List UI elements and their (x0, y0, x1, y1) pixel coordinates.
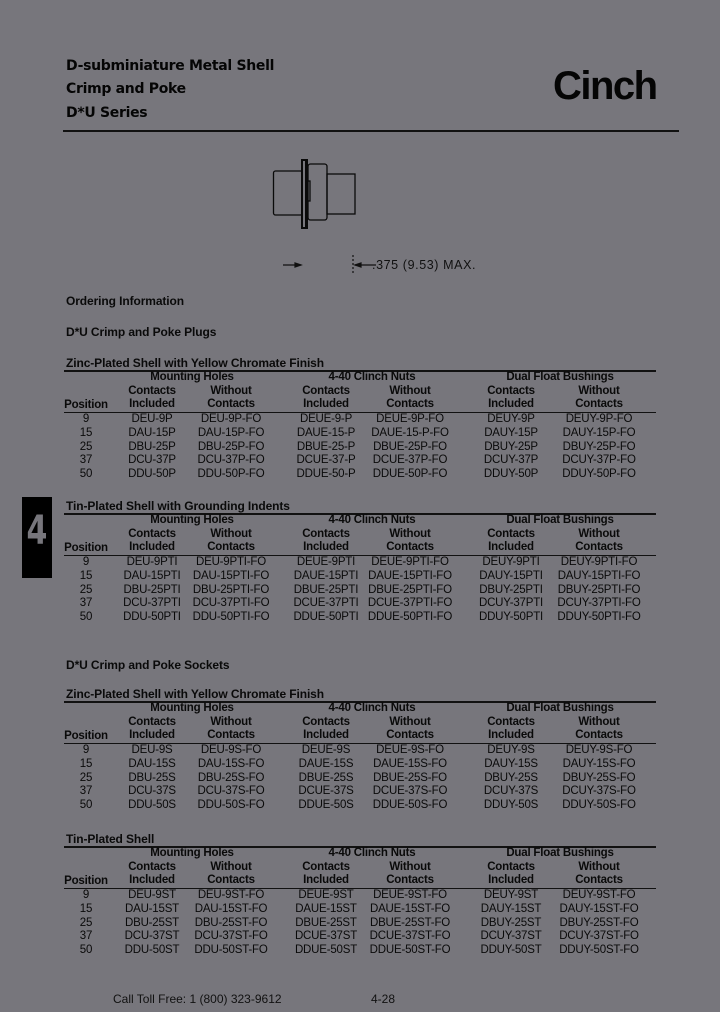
position-cell: 25 (79, 440, 93, 453)
position-cell: 9 (82, 744, 90, 756)
brand-logo: Cinch (553, 64, 657, 108)
position-cell: 15 (79, 569, 93, 582)
position-header: Position (64, 875, 108, 887)
part-number-cell: DDU-50ST-FO (194, 944, 268, 957)
part-number-cell: DAUY-15P (484, 426, 538, 439)
part-number-cell: DDU-50S (128, 799, 176, 812)
column-header-line1: Contacts (487, 385, 535, 397)
part-number-cell: DBU-25ST (125, 916, 179, 929)
part-number-cell: DEUY-9PTI (482, 556, 540, 568)
part-number-cell: DEUY-9P (487, 413, 535, 425)
column-header-line1: Contacts (128, 861, 176, 873)
position-cell: 50 (79, 611, 93, 624)
group-header: Dual Float Bushings (506, 371, 614, 383)
part-number-cell: DDUY-50S-FO (562, 799, 636, 812)
part-number-cell: DBUY-25PTI (479, 583, 543, 596)
column-header-line2: Contacts (575, 729, 623, 741)
part-number-cell: DAUY-15PTI-FO (557, 569, 641, 582)
part-number-cell: DBUY-25S (484, 771, 538, 784)
column-header-line1: Contacts (487, 528, 535, 540)
footer-phone: Call Toll Free: 1 (800) 323-9612 (113, 992, 282, 1006)
position-cell: 25 (79, 916, 93, 929)
part-number-cell: DAUY-15ST (480, 902, 542, 915)
part-number-cell: DDUY-50ST-FO (559, 944, 639, 957)
column-header-line1: Contacts (302, 528, 350, 540)
part-number-cell: DEUE-9-P (299, 413, 353, 425)
footer-page-number: 4-28 (371, 992, 396, 1006)
section-sockets-heading: D*U Crimp and Poke Sockets (66, 658, 230, 672)
group-header: 4-40 Clinch Nuts (328, 847, 416, 859)
column-header-line1: Without (389, 385, 431, 397)
part-number-cell: DBUE-25P-FO (373, 440, 447, 453)
part-number-cell: DCU-37ST-FO (194, 930, 268, 943)
group-header: 4-40 Clinch Nuts (328, 371, 416, 383)
position-cell: 9 (82, 889, 90, 901)
part-number-cell: DDUY-50P (483, 468, 539, 481)
part-number-cell: DBUY-25PTI-FO (557, 583, 641, 596)
column-header-line2: Included (129, 541, 175, 553)
part-number-cell: DCU-37ST (124, 930, 180, 943)
column-header-line2: Contacts (386, 874, 434, 886)
position-header: Position (64, 399, 108, 411)
column-header-line1: Contacts (487, 861, 535, 873)
part-number-cell: DCU-37P (128, 454, 176, 467)
part-number-cell: DAUY-15PTI (479, 569, 543, 582)
position-cell: 25 (79, 771, 93, 784)
part-number-cell: DDUY-50PTI (478, 611, 544, 624)
part-number-cell: DAUY-15S-FO (562, 757, 636, 770)
part-number-cell: DDUE-50PTI-FO (367, 611, 453, 624)
position-cell: 37 (79, 785, 93, 798)
part-number-cell: DAUE-15-P (296, 426, 356, 439)
ordering-table (64, 356, 656, 486)
chapter-number: 4 (26, 508, 48, 554)
table-title: Tin-Plated Shell with Grounding Indents (66, 499, 290, 513)
column-header-line2: Included (129, 874, 175, 886)
group-header: Mounting Holes (150, 847, 234, 859)
part-number-cell: DEU-9ST (128, 889, 176, 901)
part-number-cell: DCUY-37S-FO (562, 785, 636, 798)
part-number-cell: DBUE-25PTI (293, 583, 359, 596)
part-number-cell: DAUE-15-P-FO (371, 426, 449, 439)
column-header-line1: Without (578, 528, 620, 540)
part-number-cell: DAU-15ST (125, 902, 179, 915)
part-number-cell: DAU-15PTI (123, 569, 181, 582)
column-header-line1: Without (210, 528, 252, 540)
group-header: 4-40 Clinch Nuts (328, 702, 416, 714)
position-cell: 15 (79, 902, 93, 915)
part-number-cell: DCU-37P-FO (197, 454, 265, 467)
section-plugs-heading: D*U Crimp and Poke Plugs (66, 325, 217, 339)
part-number-cell: DDU-50S-FO (197, 799, 265, 812)
part-number-cell: DDUE-50ST-FO (369, 944, 451, 957)
part-number-cell: DDUY-50ST (480, 944, 542, 957)
part-number-cell: DAUE-15PTI (293, 569, 359, 582)
part-number-cell: DCUY-37ST (480, 930, 542, 943)
column-header-line2: Included (303, 874, 349, 886)
part-number-cell: DCUE-37PTI-FO (367, 597, 453, 610)
part-number-cell: DBUY-25P (484, 440, 538, 453)
part-number-cell: DDU-50P (128, 468, 176, 481)
part-number-cell: DDU-50ST (124, 944, 180, 957)
group-header: Dual Float Bushings (506, 514, 614, 526)
part-number-cell: DCUE-37S-FO (372, 785, 448, 798)
connector-drawing (265, 155, 365, 235)
part-number-cell: DAU-15PTI-FO (192, 569, 270, 582)
part-number-cell: DAU-15S-FO (197, 757, 265, 770)
column-header-line1: Contacts (128, 385, 176, 397)
part-number-cell: DCUY-37ST-FO (559, 930, 639, 943)
column-header-line2: Contacts (575, 874, 623, 886)
group-header: Mounting Holes (150, 371, 234, 383)
position-cell: 9 (82, 413, 90, 425)
part-number-cell: DEUY-9ST-FO (562, 889, 636, 901)
part-number-cell: DEU-9PTI (126, 556, 178, 568)
part-number-cell: DEU-9ST-FO (197, 889, 265, 901)
position-cell: 50 (79, 799, 93, 812)
chapter-tab (22, 497, 52, 578)
part-number-cell: DDUY-50PTI-FO (557, 611, 641, 624)
column-header-line1: Without (389, 528, 431, 540)
part-number-cell: DCUY-37P-FO (562, 454, 636, 467)
part-number-cell: DBU-25PTI (123, 583, 181, 596)
part-number-cell: DCUE-37P-FO (372, 454, 448, 467)
part-number-cell: DCU-37S-FO (197, 785, 265, 798)
column-header-line1: Without (578, 861, 620, 873)
column-header-line2: Contacts (207, 398, 255, 410)
part-number-cell: DCUY-37P (483, 454, 539, 467)
part-number-cell: DAUY-15ST-FO (559, 902, 639, 915)
part-number-cell: DAUE-15S-FO (373, 757, 447, 770)
part-number-cell: DEUE-9ST (298, 889, 354, 901)
position-cell: 37 (79, 454, 93, 467)
column-header-line2: Included (488, 541, 534, 553)
part-number-cell: DBU-25S (128, 771, 176, 784)
part-number-cell: DCUY-37S (483, 785, 539, 798)
position-cell: 15 (79, 757, 93, 770)
part-number-cell: DBU-25ST-FO (194, 916, 268, 929)
group-header: Mounting Holes (150, 514, 234, 526)
part-number-cell: DCUY-37PTI (478, 597, 544, 610)
position-cell: 50 (79, 468, 93, 481)
part-number-cell: DCUE-37-P (296, 454, 356, 467)
part-number-cell: DAUY-15P-FO (562, 426, 636, 439)
position-header: Position (64, 730, 108, 742)
group-header: Dual Float Bushings (506, 702, 614, 714)
position-cell: 9 (82, 556, 90, 568)
part-number-cell: DEUY-9PTI-FO (560, 556, 638, 568)
part-number-cell: DDUE-50ST (294, 944, 358, 957)
part-number-cell: DBU-25P (128, 440, 176, 453)
part-number-cell: DEUY-9ST (483, 889, 539, 901)
column-header-line2: Contacts (386, 398, 434, 410)
doc-title-line-3: D*U Series (66, 105, 148, 121)
part-number-cell: DBUY-25ST (480, 916, 542, 929)
part-number-cell: DBUE-25PTI-FO (368, 583, 452, 596)
part-number-cell: DDUE-50S-FO (372, 799, 448, 812)
part-number-cell: DDUY-50S (483, 799, 539, 812)
column-header-line2: Contacts (575, 541, 623, 553)
part-number-cell: DDUE-50S (298, 799, 354, 812)
column-header-line2: Contacts (207, 874, 255, 886)
part-number-cell: DEUE-9ST-FO (373, 889, 447, 901)
column-header-line2: Contacts (207, 729, 255, 741)
part-number-cell: DEUE-9S (301, 744, 351, 756)
part-number-cell: DAUE-15ST (295, 902, 357, 915)
position-cell: 37 (79, 930, 93, 943)
part-number-cell: DDUE-50PTI (293, 611, 359, 624)
part-number-cell: DEUE-9PTI-FO (371, 556, 449, 568)
column-header-line2: Included (129, 729, 175, 741)
column-header-line1: Without (210, 385, 252, 397)
part-number-cell: DEUE-9S-FO (376, 744, 444, 756)
part-number-cell: DBUY-25S-FO (562, 771, 636, 784)
part-number-cell: DCUE-37PTI (293, 597, 359, 610)
column-header-line2: Contacts (575, 398, 623, 410)
column-header-line1: Contacts (128, 716, 176, 728)
doc-title-line-2: Crimp and Poke (66, 81, 186, 97)
position-cell: 15 (79, 426, 93, 439)
part-number-cell: DBUE-25ST (295, 916, 357, 929)
table-title: Zinc-Plated Shell with Yellow Chromate Finish (66, 687, 324, 701)
column-header-line1: Contacts (302, 716, 350, 728)
position-cell: 25 (79, 583, 93, 596)
part-number-cell: DCU-37S (128, 785, 176, 798)
doc-title-line-1: D-subminiature Metal Shell (66, 58, 275, 74)
part-number-cell: DEU-9S (131, 744, 173, 756)
ordering-table (64, 832, 656, 962)
part-number-cell: DEUE-9PTI (296, 556, 356, 568)
part-number-cell: DAU-15P (128, 426, 176, 439)
column-header-line2: Included (303, 398, 349, 410)
part-number-cell: DBUE-25S (298, 771, 354, 784)
column-header-line1: Without (210, 861, 252, 873)
column-header-line1: Contacts (302, 385, 350, 397)
part-number-cell: DBU-25S-FO (197, 771, 265, 784)
column-header-line2: Included (303, 541, 349, 553)
column-header-line1: Without (578, 385, 620, 397)
part-number-cell: DAU-15P-FO (197, 426, 265, 439)
part-number-cell: DAU-15S (128, 757, 176, 770)
part-number-cell: DAUY-15S (484, 757, 538, 770)
part-number-cell: DBUE-25-P (296, 440, 356, 453)
position-header: Position (64, 542, 108, 554)
part-number-cell: DEU-9P (131, 413, 173, 425)
column-header-line2: Included (303, 729, 349, 741)
column-header-line2: Included (488, 874, 534, 886)
column-header-line1: Contacts (302, 861, 350, 873)
position-cell: 50 (79, 944, 93, 957)
column-header-line2: Contacts (207, 541, 255, 553)
column-header-line1: Contacts (487, 716, 535, 728)
part-number-cell: DDU-50PTI-FO (192, 611, 270, 624)
part-number-cell: DEU-9PTI-FO (196, 556, 266, 568)
column-header-line1: Contacts (128, 528, 176, 540)
part-number-cell: DDUY-50P-FO (562, 468, 636, 481)
part-number-cell: DDUE-50P-FO (372, 468, 448, 481)
part-number-cell: DDU-50PTI (123, 611, 181, 624)
column-header-line1: Without (389, 861, 431, 873)
part-number-cell: DAU-15ST-FO (194, 902, 268, 915)
dimension-label: .375 (9.53) MAX. (372, 258, 477, 272)
part-number-cell: DEUY-9S-FO (565, 744, 633, 756)
part-number-cell: DCUE-37S (298, 785, 354, 798)
part-number-cell: DDUE-50-P (296, 468, 356, 481)
part-number-cell: DBUY-25ST-FO (559, 916, 639, 929)
column-header-line2: Included (129, 398, 175, 410)
part-number-cell: DBUE-25ST-FO (369, 916, 451, 929)
table-title: Zinc-Plated Shell with Yellow Chromate Finish (66, 356, 324, 370)
group-header: Dual Float Bushings (506, 847, 614, 859)
part-number-cell: DBUE-25S-FO (373, 771, 447, 784)
part-number-cell: DDU-50P-FO (197, 468, 265, 481)
part-number-cell: DBU-25P-FO (197, 440, 265, 453)
column-header-line1: Without (389, 716, 431, 728)
part-number-cell: DEU-9P-FO (200, 413, 262, 425)
part-number-cell: DBU-25PTI-FO (192, 583, 270, 596)
column-header-line2: Contacts (386, 729, 434, 741)
column-header-line2: Included (488, 729, 534, 741)
part-number-cell: DEUY-9P-FO (565, 413, 633, 425)
table-title: Tin-Plated Shell (66, 832, 155, 846)
column-header-line1: Without (210, 716, 252, 728)
part-number-cell: DAUE-15S (298, 757, 354, 770)
part-number-cell: DEU-9S-FO (200, 744, 262, 756)
part-number-cell: DEUY-9S (487, 744, 535, 756)
header-rule (63, 130, 679, 132)
ordering-table (64, 499, 656, 629)
part-number-cell: DCUY-37PTI-FO (557, 597, 641, 610)
group-header: Mounting Holes (150, 702, 234, 714)
part-number-cell: DAUE-15PTI-FO (368, 569, 452, 582)
part-number-cell: DBUY-25P-FO (562, 440, 636, 453)
group-header: 4-40 Clinch Nuts (328, 514, 416, 526)
ordering-information-heading: Ordering Information (66, 294, 185, 308)
column-header-line2: Included (488, 398, 534, 410)
column-header-line1: Without (578, 716, 620, 728)
position-cell: 37 (79, 597, 93, 610)
part-number-cell: DCUE-37ST-FO (369, 930, 451, 943)
part-number-cell: DCU-37PTI (123, 597, 181, 610)
ordering-table (64, 687, 656, 817)
part-number-cell: DCU-37PTI-FO (192, 597, 270, 610)
part-number-cell: DEUE-9P-FO (376, 413, 444, 425)
column-header-line2: Contacts (386, 541, 434, 553)
part-number-cell: DAUE-15ST-FO (369, 902, 451, 915)
part-number-cell: DCUE-37ST (294, 930, 358, 943)
